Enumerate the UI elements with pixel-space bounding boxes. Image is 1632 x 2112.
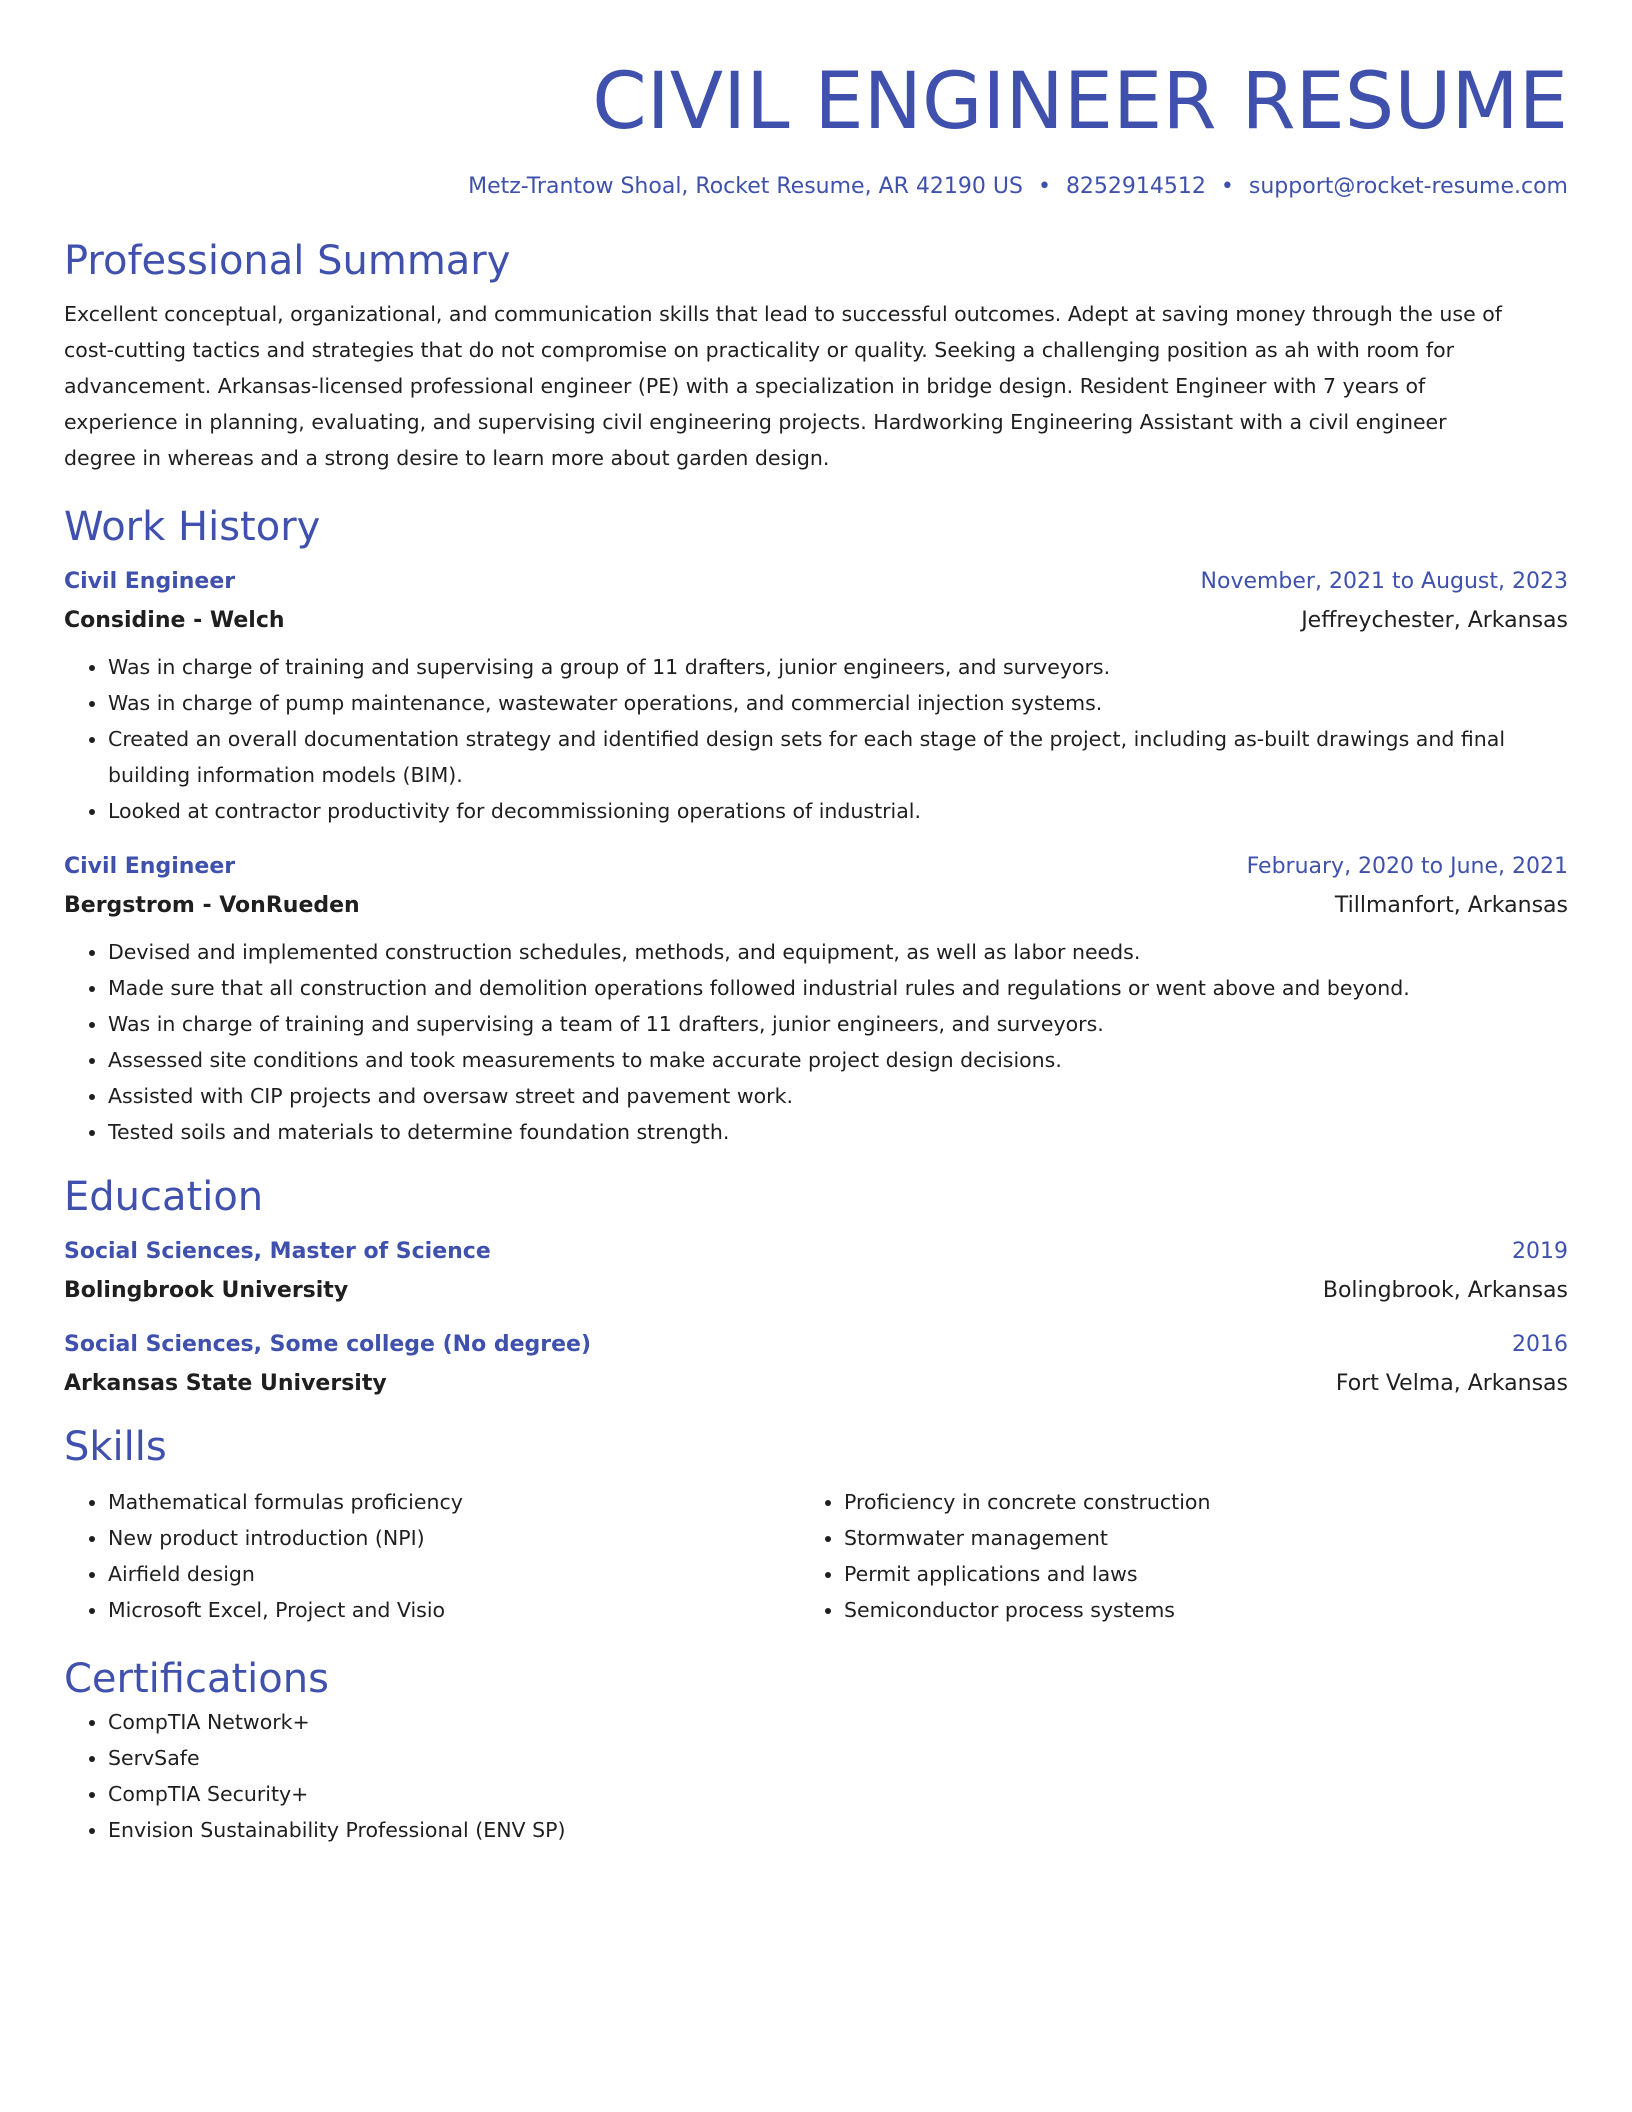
job-dates: November, 2021 to August, 2023 [1200, 569, 1568, 594]
education-entry [64, 1329, 1568, 1400]
skills-column-right [800, 1484, 1210, 1628]
job-company-row [64, 890, 1568, 922]
summary-text: Excellent conceptual, organizational, and communication skills that lead to successful outcomes. Adept at saving money through the use of cost-cutting tactics and strategies that do not compromise on practicality or quality. Seeking a challenging position as ah with room for advancement. Arkansas-licensed professional engineer (PE) with a specialization in bridge design. Resident Engineer with 7 years of experience in planning, evaluating, and supervising civil engineering projects. Hardworking Engineering Assistant with a civil engineer degree in whereas and a strong desire to learn more about garden design. [64, 302, 1502, 470]
education-degree-row [64, 1236, 1568, 1268]
certification-item: • ServSafe [108, 1740, 1568, 1776]
job-role-row [64, 851, 1568, 883]
contact-line [64, 172, 1568, 202]
education-degree-row [64, 1329, 1568, 1361]
resume-header [64, 0, 1568, 202]
skills-column-left [64, 1484, 800, 1628]
skill-item: • Microsoft Excel, Project and Visio [108, 1592, 800, 1628]
certification-item: • Envision Sustainability Professional (ENV SP) [108, 1812, 1568, 1848]
work-history-heading: Work History [64, 504, 321, 550]
job-bullet: • Devised and implemented construction schedules, methods, and equipment, as well as labor needs. [108, 934, 1568, 970]
education-school: Bolingbrook University [64, 1278, 349, 1303]
certification-item: • CompTIA Security+ [108, 1776, 1568, 1812]
job-role: Civil Engineer [64, 569, 236, 594]
skills-grid [64, 1484, 1568, 1628]
education-heading: Education [64, 1174, 264, 1220]
contact-email: support@rocket-resume.com [1248, 174, 1568, 199]
job-role: Civil Engineer [64, 854, 236, 879]
resume-title: CIVIL ENGINEER RESUME [592, 57, 1568, 147]
certification-item: • CompTIA Network+ [108, 1704, 1568, 1740]
education-entry [64, 1236, 1568, 1307]
contact-phone: 8252914512 [1065, 174, 1206, 199]
certifications-heading: Certifications [64, 1656, 329, 1702]
education-school-row [64, 1275, 1568, 1307]
job-bullet: • Assessed site conditions and took measurements to make accurate project design decisions. [108, 1042, 1568, 1078]
contact-address: Metz-Trantow Shoal, Rocket Resume, AR 42190 US [468, 174, 1023, 199]
job-entry [64, 851, 1568, 1150]
skill-item: • Airfield design [108, 1556, 800, 1592]
skill-item: • Permit applications and laws [844, 1556, 1210, 1592]
job-bullet: • Assisted with CIP projects and oversaw street and pavement work. [108, 1078, 1568, 1114]
education-school: Arkansas State University [64, 1371, 387, 1396]
education-school-row [64, 1368, 1568, 1400]
contact-separator: • [1037, 174, 1051, 199]
summary-heading: Professional Summary [64, 238, 511, 284]
job-bullets [64, 649, 1568, 829]
job-dates: February, 2020 to June, 2021 [1246, 854, 1568, 879]
skill-item: • Stormwater management [844, 1520, 1210, 1556]
job-bullet: • Was in charge of pump maintenance, wastewater operations, and commercial injection systems. [108, 685, 1568, 721]
skill-item: • Mathematical formulas proficiency [108, 1484, 800, 1520]
job-bullet: • Looked at contractor productivity for decommissioning operations of industrial. [108, 793, 1568, 829]
education-degree: Social Sciences, Some college (No degree) [64, 1332, 592, 1357]
job-company: Considine - Welch [64, 608, 285, 633]
job-bullet: • Was in charge of training and supervising a team of 11 drafters, junior engineers, and surveyors. [108, 1006, 1568, 1042]
job-bullet: • Tested soils and materials to determine foundation strength. [108, 1114, 1568, 1150]
skill-item: • Semiconductor process systems [844, 1592, 1210, 1628]
skill-item: • New product introduction (NPI) [108, 1520, 800, 1556]
job-location: Jeffreychester, Arkansas [1301, 608, 1568, 633]
job-company-row [64, 605, 1568, 637]
job-company: Bergstrom - VonRueden [64, 893, 360, 918]
education-year: 2019 [1512, 1239, 1568, 1264]
job-bullet: • Was in charge of training and supervising a group of 11 drafters, junior engineers, and surveyors. [108, 649, 1568, 685]
job-bullets [64, 934, 1568, 1150]
education-location: Fort Velma, Arkansas [1335, 1371, 1568, 1396]
education-location: Bolingbrook, Arkansas [1322, 1278, 1568, 1303]
job-location: Tillmanfort, Arkansas [1334, 893, 1568, 918]
skills-heading: Skills [64, 1424, 167, 1470]
job-role-row [64, 566, 1568, 598]
job-bullet: • Made sure that all construction and demolition operations followed industrial rules and regulations or went above and beyond. [108, 970, 1568, 1006]
job-entry [64, 566, 1568, 829]
education-year: 2016 [1512, 1332, 1568, 1357]
job-bullet: • Created an overall documentation strategy and identified design sets for each stage of the project, including as-built drawings and final building information models (BIM). [108, 721, 1568, 793]
skill-item: • Proficiency in concrete construction [844, 1484, 1210, 1520]
contact-separator: • [1220, 174, 1234, 199]
certifications-list [64, 1704, 1568, 1848]
education-degree: Social Sciences, Master of Science [64, 1239, 491, 1264]
